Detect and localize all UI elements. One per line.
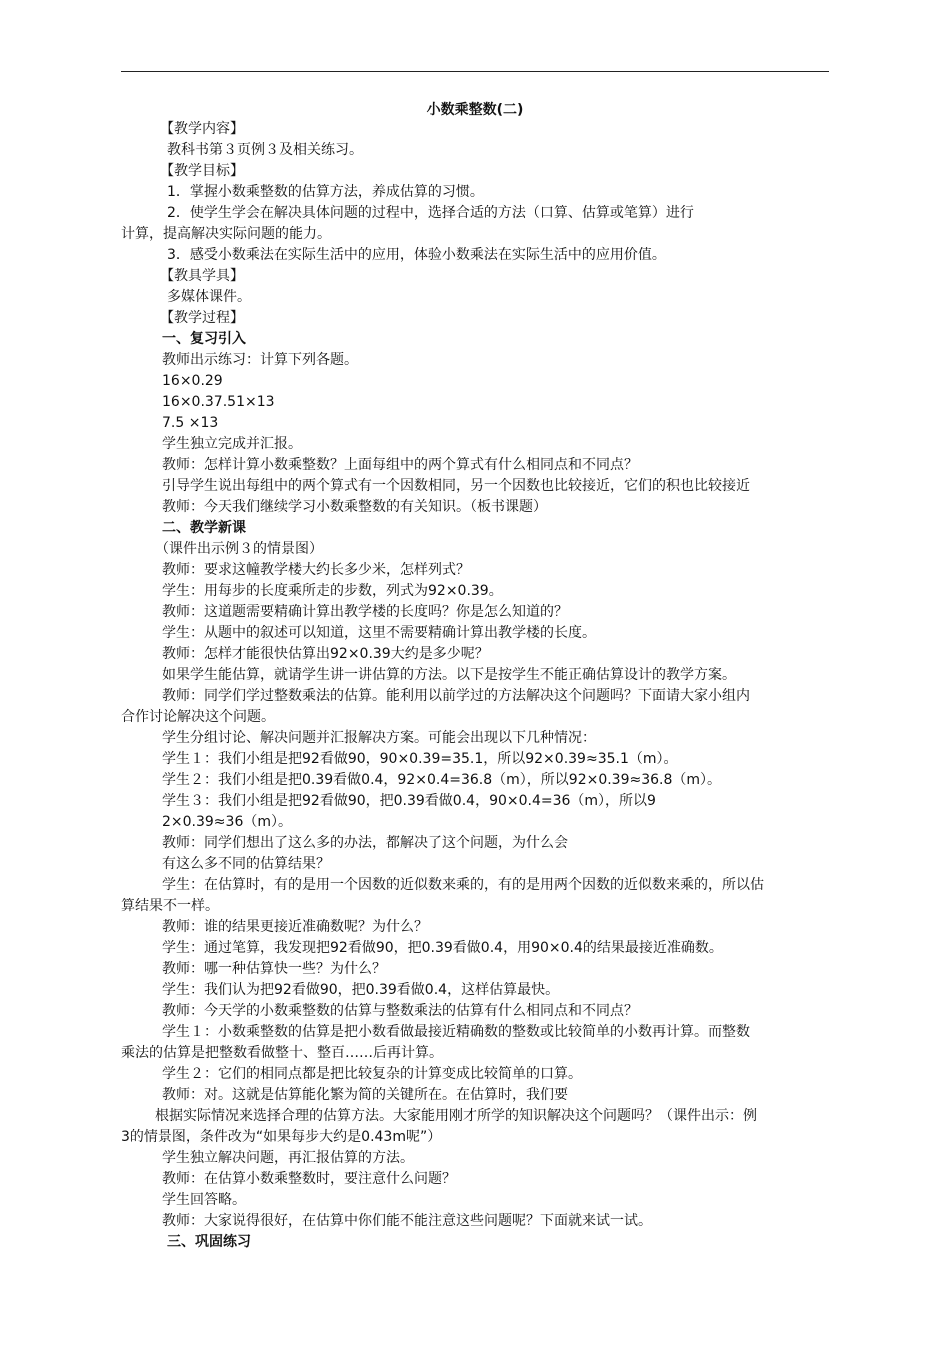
section-heading: 二、教学新课	[162, 520, 246, 536]
text-line: 【教学内容】	[160, 121, 244, 137]
text-line: 教师：对。这就是估算能化繁为简的关键所在。在估算时，我们要	[162, 1087, 568, 1103]
text-line: 有这么多不同的估算结果？	[162, 856, 330, 872]
text-line: 教师：要求这幢教学楼大约长多少米，怎样列式？	[162, 562, 470, 578]
text-line: 如果学生能估算，就请学生讲一讲估算的方法。以下是按学生不能正确估算设计的教学方案。	[162, 667, 736, 683]
header-rule	[121, 71, 829, 72]
text-line: （课件出示例３的情景图）	[155, 541, 323, 557]
text-line: 计算，提高解决实际问题的能力。	[121, 226, 331, 242]
text-line: 教师：在估算小数乘整数时，要注意什么问题？	[162, 1171, 456, 1187]
text-line: 学生２：我们小组是把0.39看做0.4，92×0.4=36.8（m），所以92×0.39≈36.8（m）。	[162, 772, 722, 788]
text-line: 1．掌握小数乘整数的估算方法，养成估算的习惯。	[167, 184, 484, 200]
text-line: 学生３：我们小组是把92看做90，把0.39看做0.4，90×0.4=36（m），所以9	[162, 793, 656, 809]
text-line: 合作讨论解决这个问题。	[121, 709, 275, 725]
text-line: 教师：这道题需要精确计算出教学楼的长度吗？你是怎么知道的？	[162, 604, 568, 620]
text-line: 教师：同学们想出了这么多的办法，都解决了这个问题，为什么会	[162, 835, 568, 851]
text-line: 学生：我们认为把92看做90，把0.39看做0.4，这样估算最快。	[162, 982, 560, 998]
text-line: 【教学目标】	[160, 163, 244, 179]
text-line: 2×0.39≈36（m）。	[162, 814, 292, 830]
text-line: 16×0.37.51×13	[162, 394, 275, 410]
text-line: 学生２：它们的相同点都是把比较复杂的计算变成比较简单的口算。	[162, 1066, 582, 1082]
text-line: 教师：怎样计算小数乘整数？上面每组中的两个算式有什么相同点和不同点？	[162, 457, 638, 473]
text-line: 学生１：小数乘整数的估算是把小数看做最接近精确数的整数或比较简单的小数再计算。而整数	[162, 1024, 750, 1040]
text-line: 教师：谁的结果更接近准确数呢？为什么？	[162, 919, 428, 935]
text-line: 算结果不一样。	[121, 898, 219, 914]
text-line: 学生：用每步的长度乘所走的步数，列式为92×0.39。	[162, 583, 503, 599]
page-title: 小数乘整数(二)	[426, 102, 524, 118]
text-line: 学生：从题中的叙述可以知道，这里不需要精确计算出教学楼的长度。	[162, 625, 596, 641]
text-line: 学生独立解决问题，再汇报估算的方法。	[162, 1150, 414, 1166]
text-line: 教师：今天学的小数乘整数的估算与整数乘法的估算有什么相同点和不同点？	[162, 1003, 638, 1019]
text-line: 教师：今天我们继续学习小数乘整数的有关知识。（板书课题）	[162, 499, 547, 515]
text-line: 3的情景图，条件改为“如果每步大约是0.43m呢”）	[121, 1129, 442, 1145]
text-line: 多媒体课件。	[167, 289, 251, 305]
text-line: 学生：通过笔算，我发现把92看做90，把0.39看做0.4，用90×0.4的结果最接近准确数。	[162, 940, 723, 956]
text-line: 学生：在估算时，有的是用一个因数的近似数来乘的，有的是用两个因数的近似数来乘的，所以估	[162, 877, 764, 893]
section-heading: 三、巩固练习	[167, 1234, 251, 1250]
section-heading: 一、复习引入	[162, 331, 246, 347]
text-line: 7.5 ×13	[162, 415, 219, 431]
text-line: 16×0.29	[162, 373, 223, 389]
text-line: 学生回答略。	[162, 1192, 246, 1208]
text-line: 2．使学生学会在解决具体问题的过程中，选择合适的方法（口算、估算或笔算）进行	[167, 205, 694, 221]
text-line: 教师：哪一种估算快一些？为什么？	[162, 961, 386, 977]
text-line: 学生１：我们小组是把92看做90，90×0.39=35.1，所以92×0.39≈35.1（m）。	[162, 751, 678, 767]
text-line: 教师：大家说得很好，在估算中你们能不能注意这些问题呢？下面就来试一试。	[162, 1213, 652, 1229]
text-line: 学生分组讨论、解决问题并汇报解决方案。可能会出现以下几种情况：	[162, 730, 596, 746]
text-line: 【教具学具】	[160, 268, 244, 284]
text-line: 【教学过程】	[160, 310, 244, 326]
text-line: 3．感受小数乘法在实际生活中的应用，体验小数乘法在实际生活中的应用价值。	[167, 247, 666, 263]
text-line: 学生独立完成并汇报。	[162, 436, 302, 452]
text-line: 教师：同学们学过整数乘法的估算。能利用以前学过的方法解决这个问题吗？下面请大家小组内	[162, 688, 750, 704]
text-line: 乘法的估算是把整数看做整十、整百……后再计算。	[121, 1045, 443, 1061]
text-line: 教师出示练习：计算下列各题。	[162, 352, 358, 368]
text-line: 教师：怎样才能很快估算出92×0.39大约是多少呢？	[162, 646, 489, 662]
text-line: 根据实际情况来选择合理的估算方法。大家能用刚才所学的知识解决这个问题吗？（课件出示：例	[155, 1108, 757, 1124]
text-line: 引导学生说出每组中的两个算式有一个因数相同，另一个因数也比较接近，它们的积也比较接近	[162, 478, 750, 494]
text-line: 教科书第３页例３及相关练习。	[167, 142, 363, 158]
